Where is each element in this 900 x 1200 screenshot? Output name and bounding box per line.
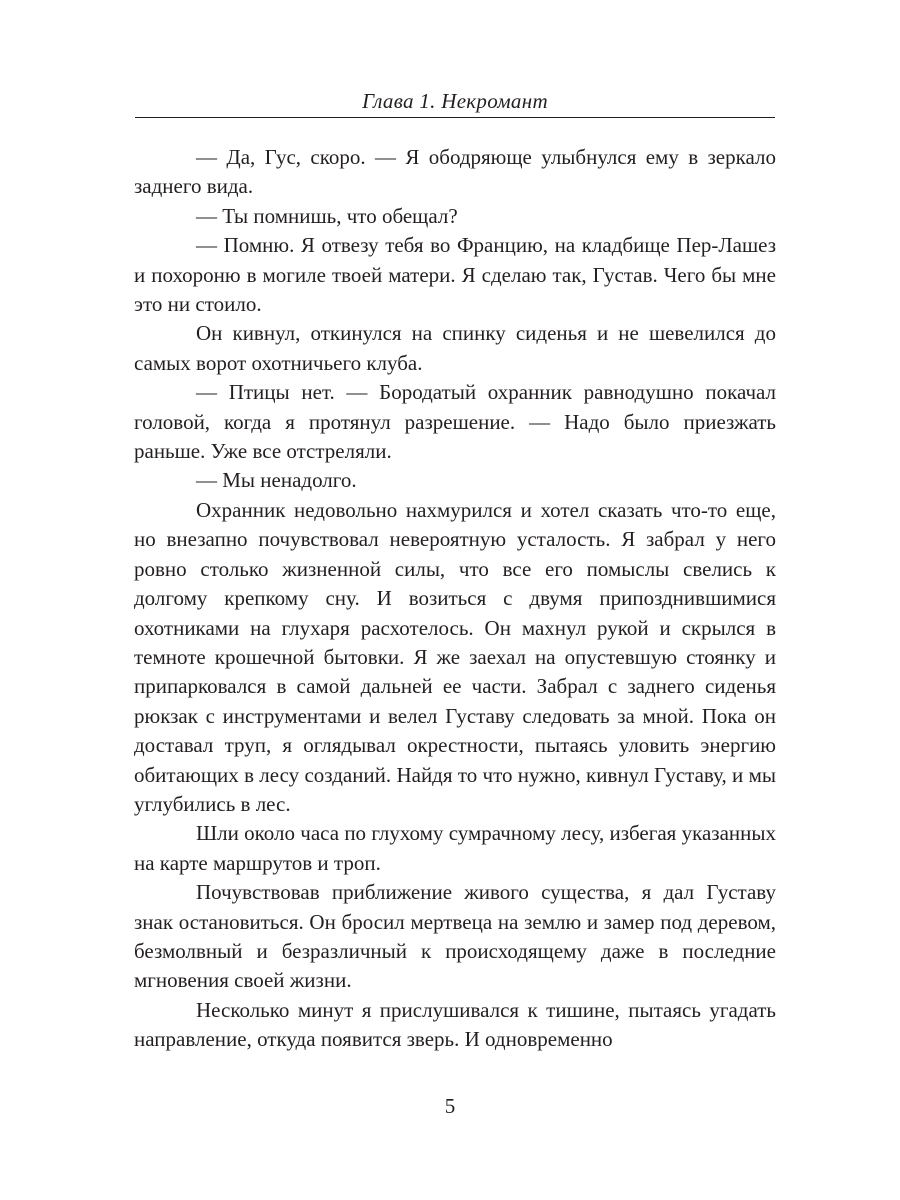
- header-rule: [135, 117, 775, 118]
- page-number: 5: [444, 1094, 456, 1118]
- paragraph-last: Несколько минут я прислушивался к тишине, пытаясь угадать направление, откуда появится зверь. И одновременно: [134, 997, 776, 1052]
- paragraph: — Птицы нет. — Бородатый охранник равнодушно покачал головой, когда я протянул разрешение. — Надо было приезжать раньше. Уже все отстреляли.: [134, 380, 776, 464]
- body-text: [134, 143, 776, 1055]
- paragraph: — Да, Гус, скоро. — Я ободряюще улыбнулся ему в зеркало заднего вида.: [134, 145, 776, 199]
- paragraph: Шли около часа по глухому сумрачному лесу, избегая указанных на карте маршрутов и троп.: [134, 821, 776, 875]
- paragraph: — Помню. Я отвезу тебя во Францию, на кладбище Пер-Лашез и похороню в могиле твоей матери. Я сделаю так, Густав. Чего бы мне это ни стоило.: [134, 233, 776, 317]
- paragraph: Он кивнул, откинулся на спинку сиденья и не шевелился до самых ворот охотничьего клуба.: [134, 321, 776, 375]
- paragraph: Охранник недовольно нахмурился и хотел сказать что-то еще, но внезапно почувствовал невероятную усталость. Я забрал у него ровно столько жизненной силы, что все его помыслы свелись к долгому крепкому сну. И возиться с двумя припозднившимися охотниками на глухаря расхотелось. Он махнул рукой и скрылся в темноте крошечной бытовки. Я же заехал на опустевшую стоянку и припарковался в самой дальней ее части. Забрал с заднего сиденья рюкзак с инструментами и велел Густаву следовать за мной. Пока он доставал труп, я оглядывал окрестности, пытаясь уловить энергию обитающих в лесу созданий. Найдя то что нужно, кивнул Густаву, и мы углубились в лес.: [134, 497, 776, 816]
- paragraph: Почувствовав приближение живого существа, я дал Густаву знак остановиться. Он бросил мертвеца на землю и замер под деревом, безмолвный и безразличный к происходящему даже в последние мгновения своей жизни.: [134, 880, 776, 993]
- paragraph: — Ты помнишь, что обещал?: [196, 203, 458, 228]
- paragraph: — Мы ненадолго.: [196, 468, 357, 493]
- running-header: Глава 1. Некромант: [362, 89, 548, 113]
